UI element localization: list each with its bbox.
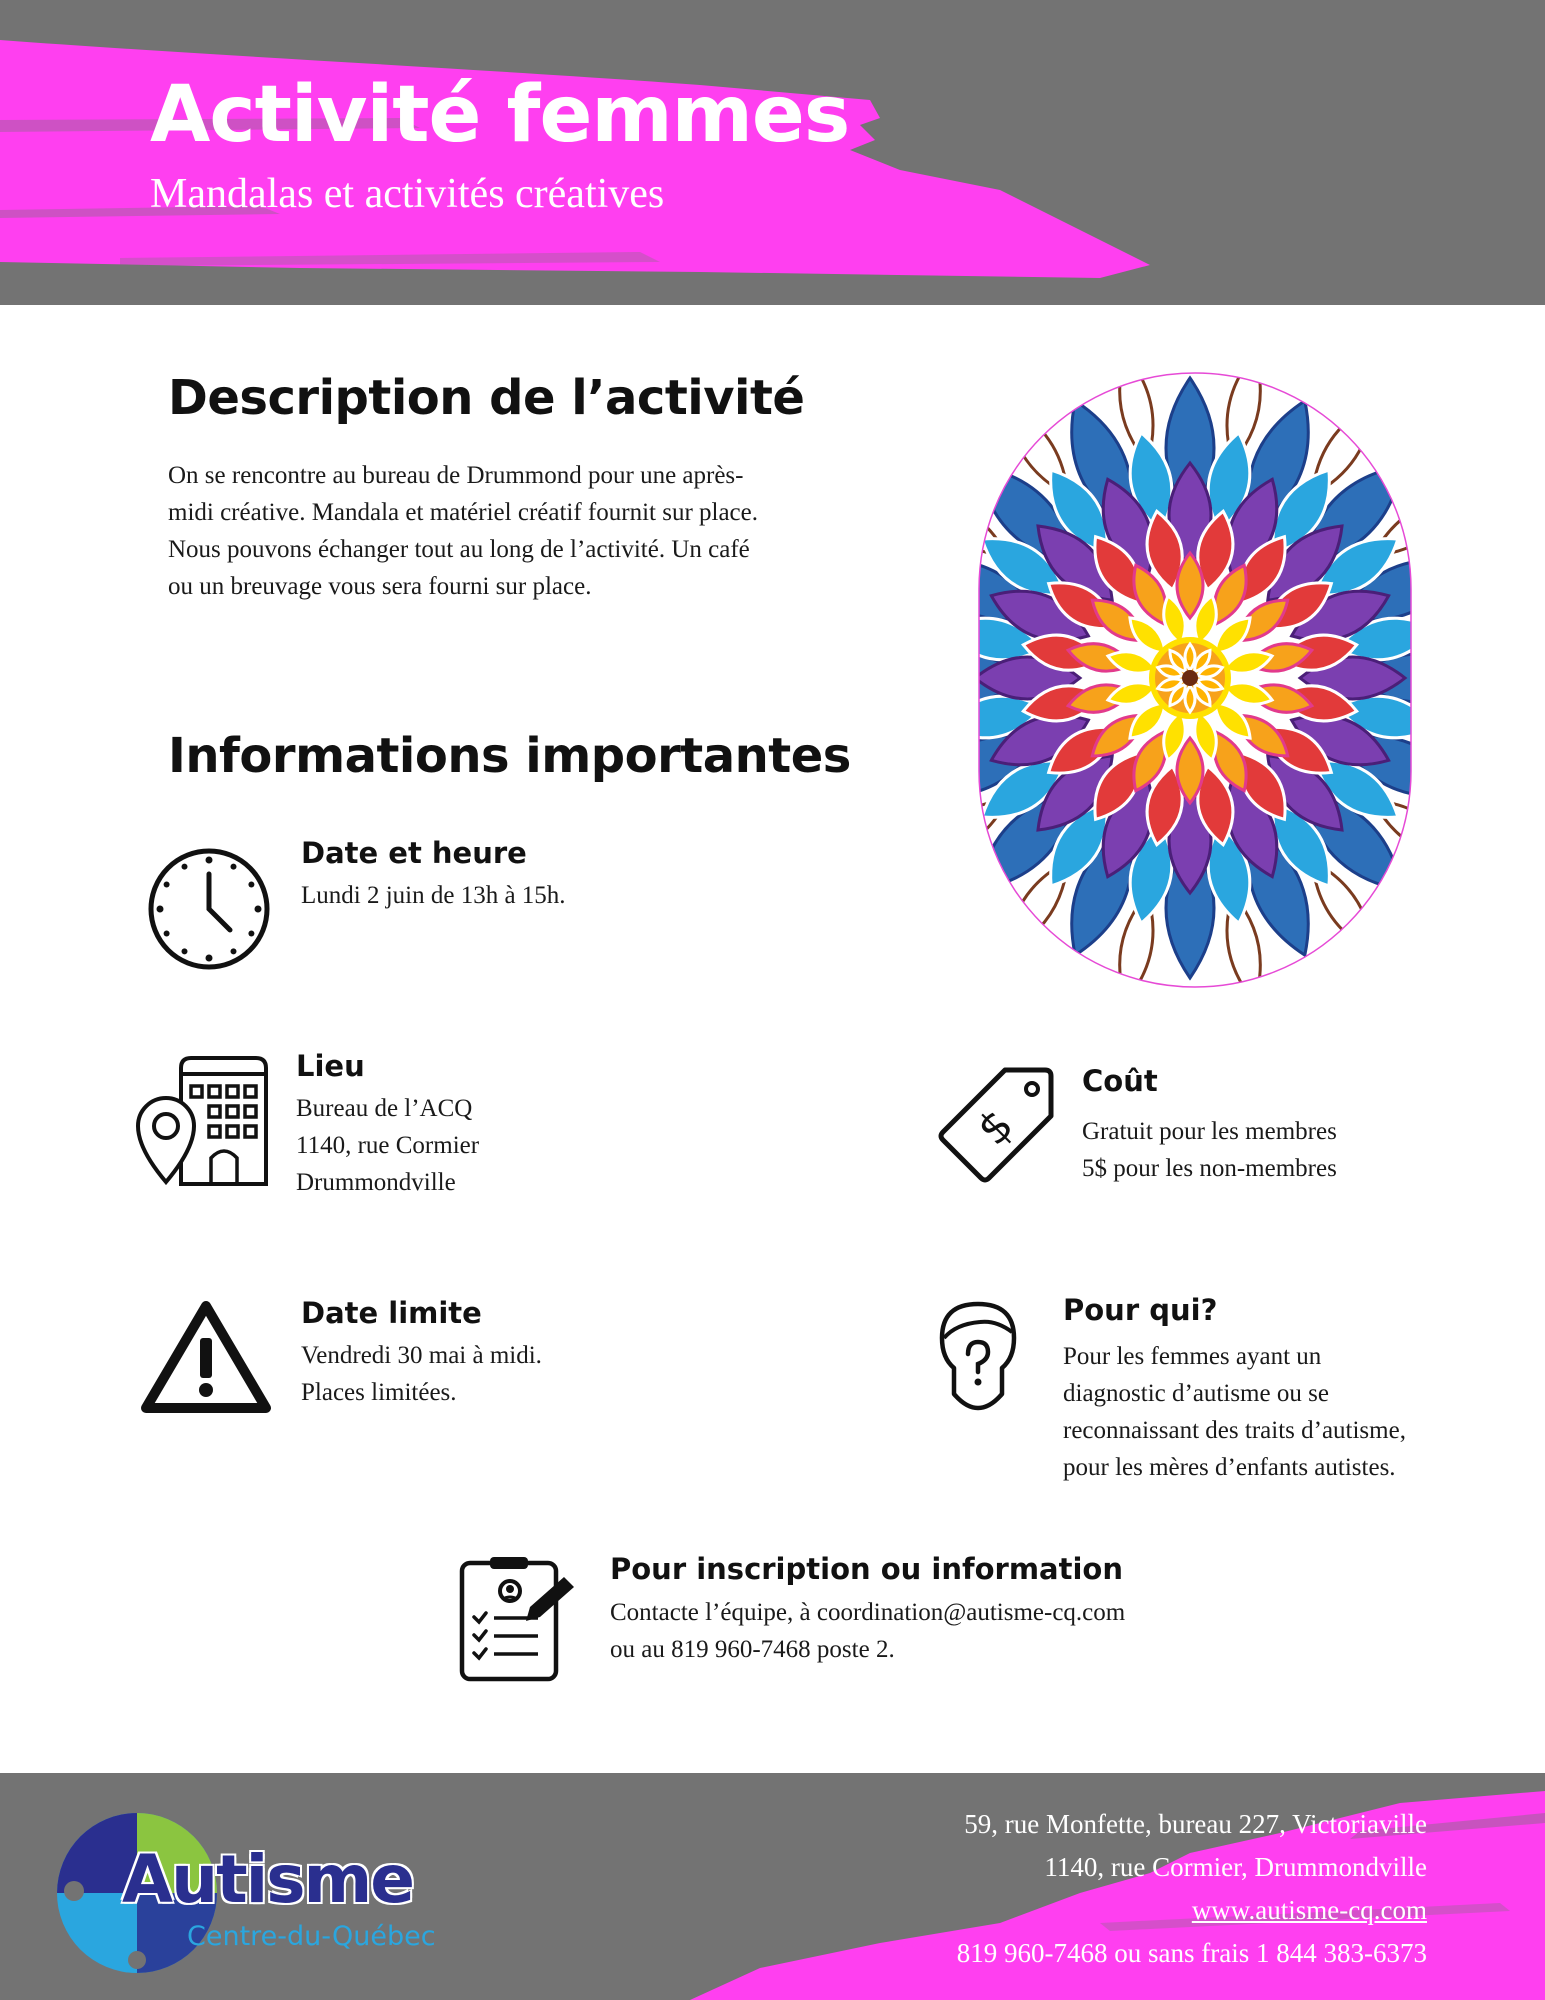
- cout-line: Gratuit pour les membres: [1082, 1118, 1337, 1145]
- footer-banner: [0, 1773, 1545, 2000]
- person-question-icon: [936, 1298, 1020, 1416]
- limite-line: Places limitées.: [301, 1379, 457, 1406]
- description-line: On se rencontre au bureau de Drummond pour une après-: [168, 462, 744, 489]
- logo-subtitle: Centre-du-Québec: [187, 1921, 436, 1952]
- limite-line: Vendredi 30 mai à midi.: [301, 1342, 542, 1369]
- cout-text: [1082, 1113, 1337, 1187]
- limite-text: [301, 1337, 542, 1411]
- cout-line: 5$ pour les non-membres: [1082, 1155, 1337, 1182]
- header-banner: [0, 0, 1545, 305]
- lieu-line: 1140, rue Cormier: [296, 1132, 480, 1159]
- mandala-petal: [1185, 644, 1195, 670]
- pourqui-line: Pour les femmes ayant un: [1063, 1343, 1322, 1370]
- date-text: [301, 877, 566, 914]
- inscription-text: [610, 1594, 1125, 1668]
- footer-website-link[interactable]: www.autisme-cq.com: [1191, 1895, 1427, 1925]
- inscription-title: Pour inscription ou information: [610, 1552, 1123, 1586]
- building-location-icon: [136, 1054, 268, 1190]
- svg-text:$: $: [967, 1099, 1024, 1156]
- lieu-line: Drummondville: [296, 1169, 456, 1196]
- inscription-line: Contacte l’équipe, à coordination@autisme-cq.com: [610, 1599, 1126, 1626]
- pourqui-line: pour les mères d’enfants autistes.: [1063, 1454, 1396, 1481]
- info-heading: Informations importantes: [168, 728, 851, 784]
- date-title: Date et heure: [301, 836, 527, 870]
- price-tag-icon: [937, 1064, 1057, 1188]
- lieu-line: Bureau de l’ACQ: [296, 1095, 473, 1122]
- page-subtitle: Mandalas et activités créatives: [150, 171, 665, 217]
- inscription-line: ou au 819 960-7468 poste 2.: [610, 1636, 895, 1663]
- lieu-text: [296, 1090, 479, 1201]
- lieu-title: Lieu: [296, 1049, 365, 1083]
- pourqui-title: Pour qui?: [1063, 1293, 1218, 1327]
- page-title: Activité femmes: [150, 70, 850, 160]
- cout-title: Coût: [1082, 1064, 1158, 1098]
- warning-icon: [140, 1298, 272, 1418]
- clipboard-checklist-icon: [458, 1555, 578, 1687]
- description-line: ou un breuvage vous sera fourni sur place.: [168, 573, 592, 600]
- description-line: Nous pouvons échanger tout au long de l’activité. Un café: [168, 536, 750, 563]
- mandala-core: [1182, 670, 1198, 686]
- description-text: [168, 457, 808, 605]
- pourqui-line: diagnostic d’autisme ou se: [1063, 1380, 1329, 1407]
- footer-address-drummondville: 1140, rue Cormier, Drummondville: [1044, 1852, 1427, 1882]
- limite-title: Date limite: [301, 1296, 482, 1330]
- footer-phone: 819 960-7468 ou sans frais 1 844 383-6373: [956, 1938, 1427, 1968]
- description-line: midi créative. Mandala et matériel créatif fournit sur place.: [168, 499, 759, 526]
- date-line: Lundi 2 juin de 13h à 15h.: [301, 882, 566, 909]
- pourqui-line: reconnaissant des traits d’autisme,: [1063, 1417, 1406, 1444]
- mandala-petal: [1185, 686, 1195, 712]
- footer-address-victoriaville: 59, rue Monfette, bureau 227, Victoriaville: [964, 1809, 1427, 1839]
- clock-icon: [146, 846, 272, 976]
- logo-wordmark: Autisme: [122, 1841, 414, 1918]
- pourqui-text: [1063, 1338, 1406, 1486]
- description-heading: Description de l’activité: [168, 370, 805, 426]
- mandala-image: [978, 372, 1412, 988]
- autisme-logo: [52, 1803, 452, 1973]
